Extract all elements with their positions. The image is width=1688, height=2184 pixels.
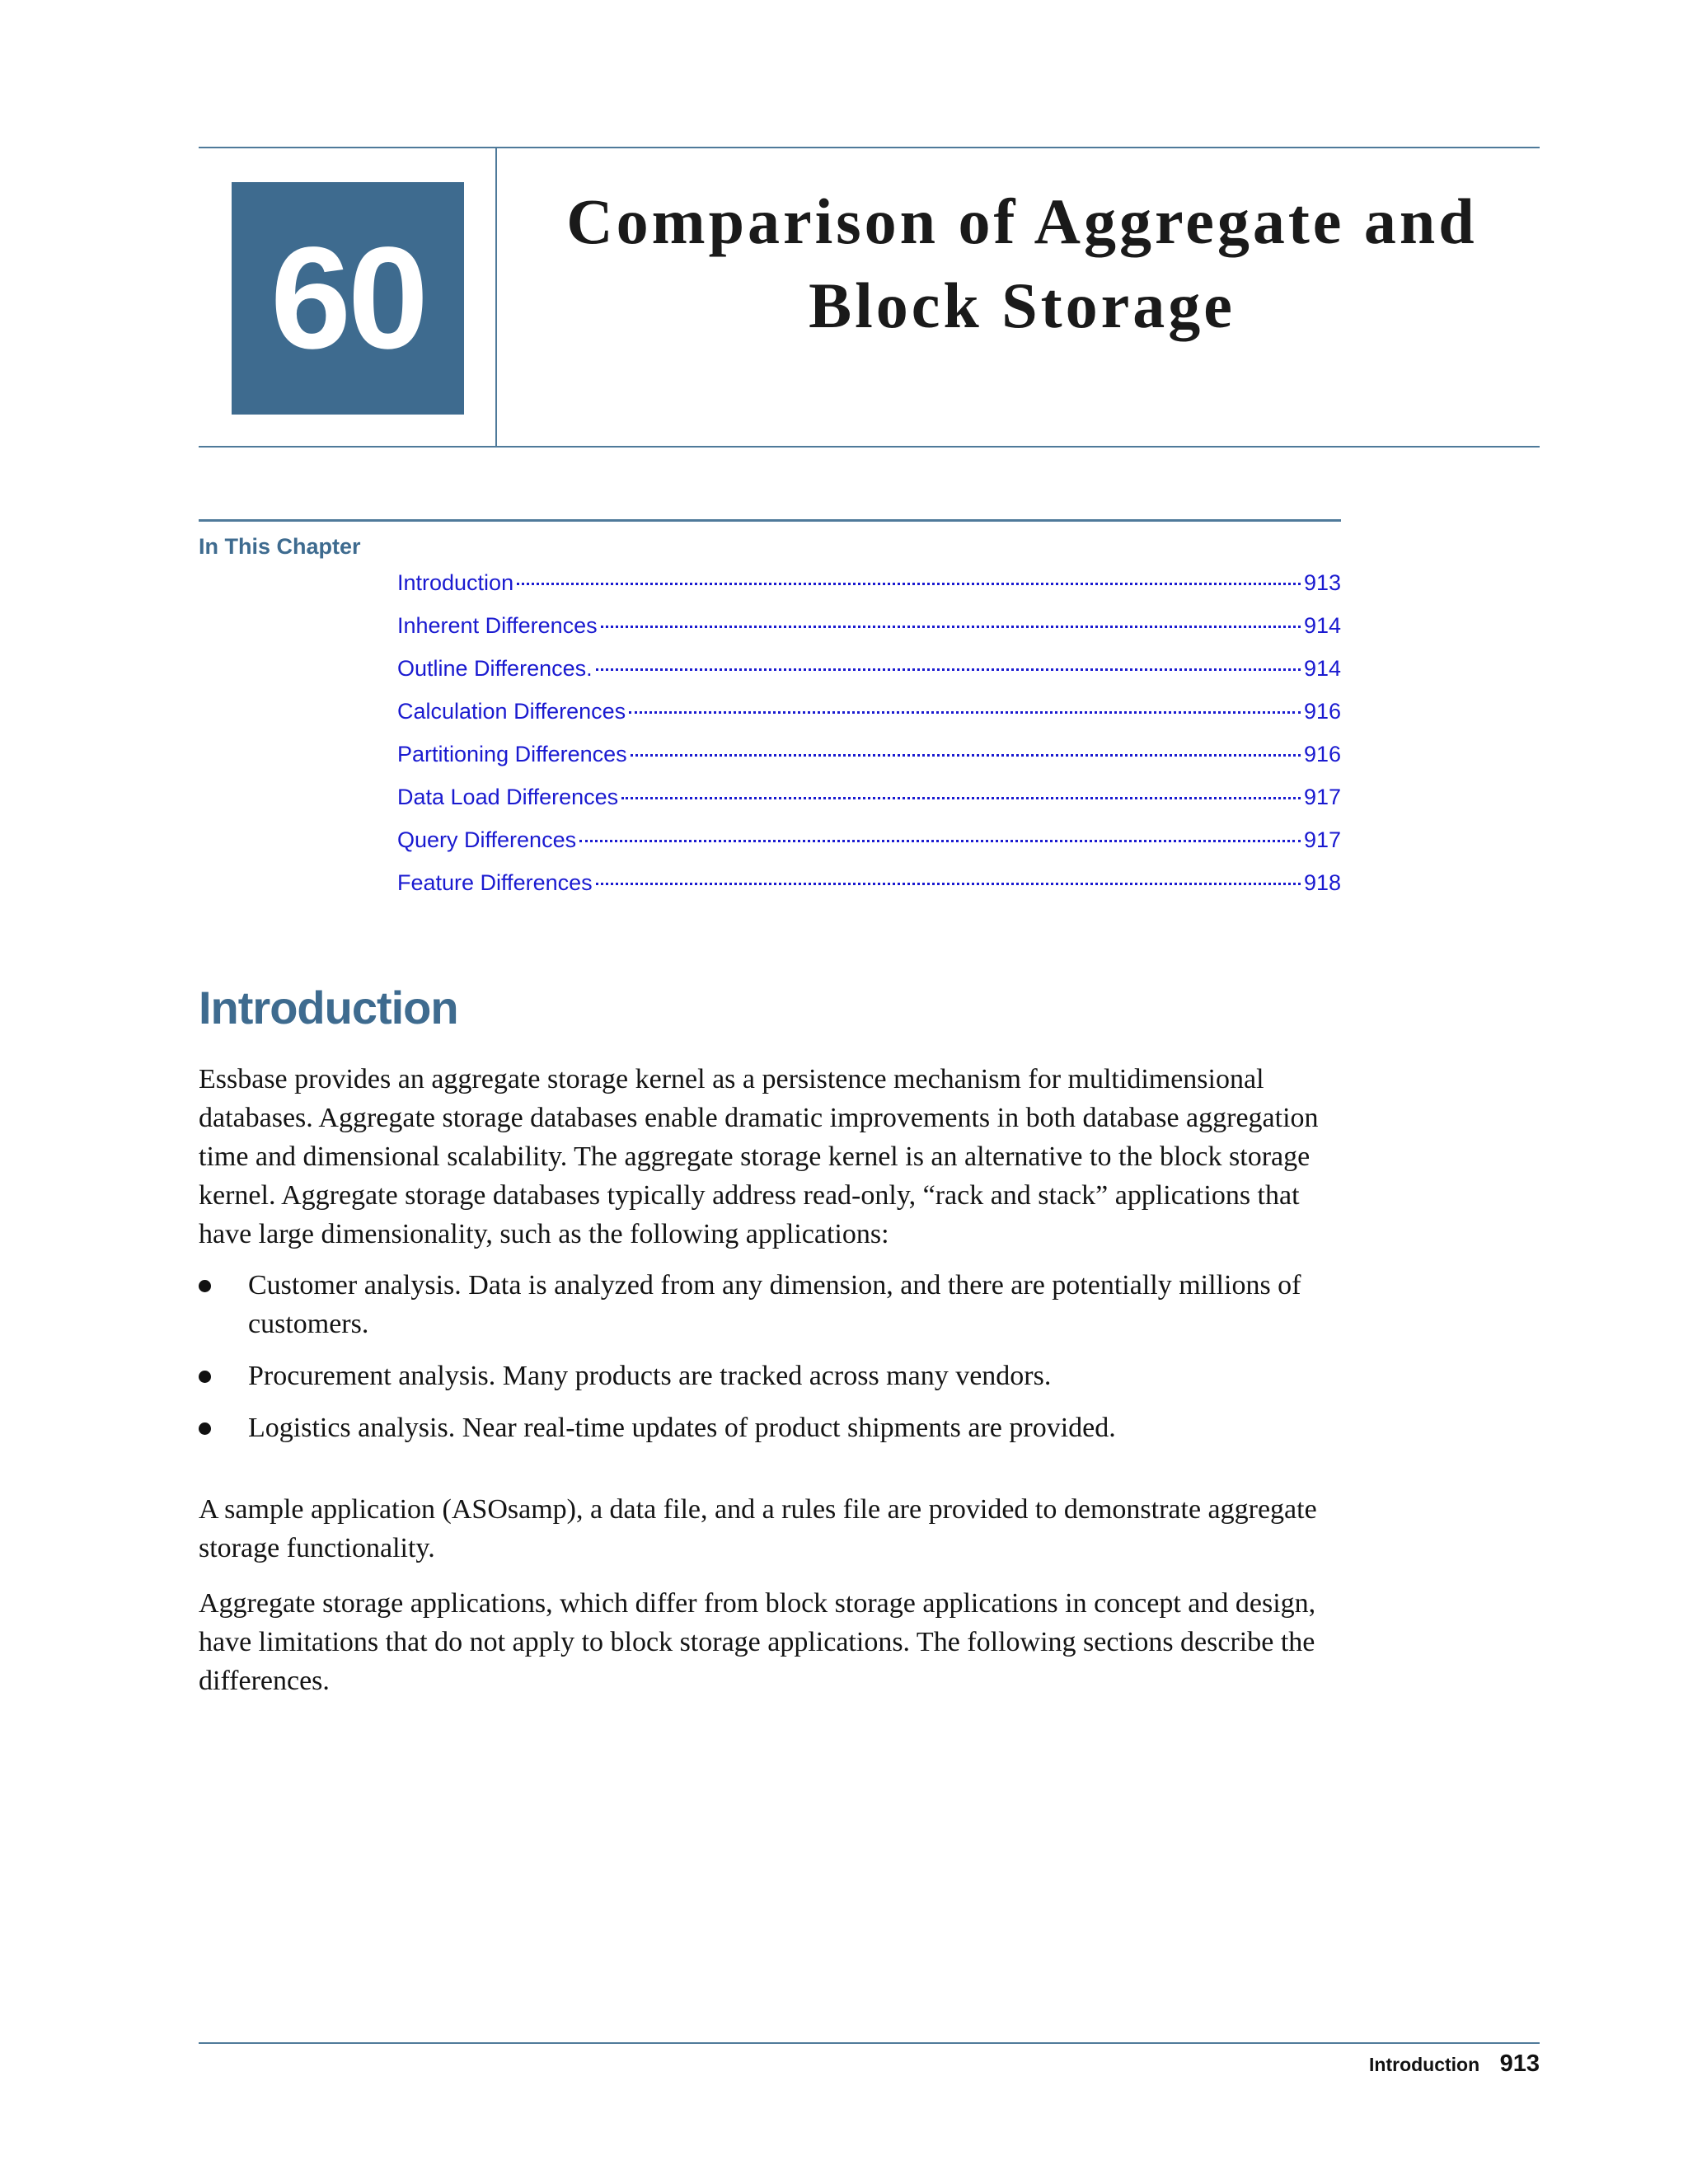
list-item — [199, 1266, 1344, 1343]
toc-entry-label[interactable]: Feature Differences — [397, 870, 593, 895]
section-heading: Introduction — [199, 982, 458, 1033]
toc-entry-page[interactable]: 918 — [1303, 870, 1341, 895]
toc-entry-label[interactable]: Inherent Differences — [397, 613, 598, 638]
toc-dot-leader — [517, 583, 1301, 585]
toc-entry-page[interactable]: 916 — [1303, 699, 1341, 724]
footer-rule — [199, 2042, 1540, 2044]
chapter-number: 60 — [270, 218, 425, 379]
list-item — [199, 1408, 1344, 1447]
toc-dot-leader — [601, 626, 1301, 628]
toc-dot-leader — [596, 883, 1301, 885]
list-item-text: Customer analysis. Data is analyzed from any dimension, and there are potentially millions of customers. — [248, 1270, 1301, 1339]
toc-dot-leader — [629, 711, 1301, 714]
header-bottom-rule — [199, 446, 1540, 448]
toc-entry-label[interactable]: Data Load Differences — [397, 785, 619, 809]
page-number: 913 — [1499, 2050, 1540, 2077]
toc-dot-leader — [631, 754, 1301, 757]
toc-entry[interactable] — [397, 870, 1341, 913]
page-footer — [1369, 2050, 1540, 2078]
toc-heading: In This Chapter — [199, 534, 361, 559]
chapter-title-line1: Comparison of Aggregate and — [566, 185, 1478, 257]
toc-dot-leader — [579, 840, 1301, 842]
toc-list — [397, 570, 1341, 913]
differences-paragraph: Aggregate storage applications, which differ from block storage applications in concept and design, have limitations that do not apply to block storage applications. The following sections describe the differences. — [199, 1588, 1316, 1696]
toc-entry-page[interactable]: 917 — [1303, 827, 1341, 852]
header-top-rule — [199, 147, 1540, 148]
toc-entry[interactable] — [397, 656, 1341, 699]
toc-entry[interactable] — [397, 785, 1341, 827]
toc-dot-leader — [596, 668, 1301, 671]
bullet-icon — [199, 1422, 211, 1435]
toc-entry[interactable] — [397, 699, 1341, 742]
sample-app-paragraph: A sample application (ASOsamp), a data file, and a rules file are provided to demonstrate aggregate storage functionality. — [199, 1494, 1317, 1563]
bullet-list — [199, 1266, 1344, 1460]
list-item-text: Procurement analysis. Many products are tracked across many vendors. — [248, 1361, 1052, 1391]
toc-entry[interactable] — [397, 742, 1341, 785]
header-divider — [495, 147, 497, 447]
chapter-title-line2: Block Storage — [809, 269, 1236, 341]
list-item — [199, 1357, 1344, 1395]
toc-entry-page[interactable]: 917 — [1303, 785, 1341, 809]
toc-entry-label[interactable]: Outline Differences. — [397, 656, 593, 681]
toc-entry-label[interactable]: Query Differences — [397, 827, 577, 852]
toc-top-rule — [199, 519, 1341, 522]
toc-entry-label[interactable]: Introduction — [397, 570, 514, 595]
toc-entry-page[interactable]: 914 — [1303, 656, 1341, 681]
toc-entry[interactable] — [397, 827, 1341, 870]
toc-entry-label[interactable]: Partitioning Differences — [397, 742, 627, 766]
toc-dot-leader — [621, 797, 1301, 799]
chapter-title — [528, 180, 1517, 348]
footer-section-name: Introduction — [1369, 2054, 1480, 2075]
toc-entry-label[interactable]: Calculation Differences — [397, 699, 626, 724]
chapter-number-box — [232, 182, 464, 415]
intro-paragraph: Essbase provides an aggregate storage kernel as a persistence mechanism for multidimensional databases. Aggregate storage databases enable dramatic improvements in both database aggregation time and dimensional scalability. The aggregate storage kernel is an alternative to the block storage kernel. Aggregate storage databases typically address read-only, “rack and stack” applications that have large dimensionality, such as the following applications: — [199, 1064, 1319, 1249]
toc-entry-page[interactable]: 916 — [1303, 742, 1341, 766]
list-item-text: Logistics analysis. Near real-time updates of product shipments are provided. — [248, 1413, 1116, 1443]
toc-entry[interactable] — [397, 570, 1341, 613]
toc-entry[interactable] — [397, 613, 1341, 656]
bullet-icon — [199, 1280, 211, 1292]
bullet-icon — [199, 1371, 211, 1383]
toc-entry-page[interactable]: 913 — [1303, 570, 1341, 595]
toc-entry-page[interactable]: 914 — [1303, 613, 1341, 638]
